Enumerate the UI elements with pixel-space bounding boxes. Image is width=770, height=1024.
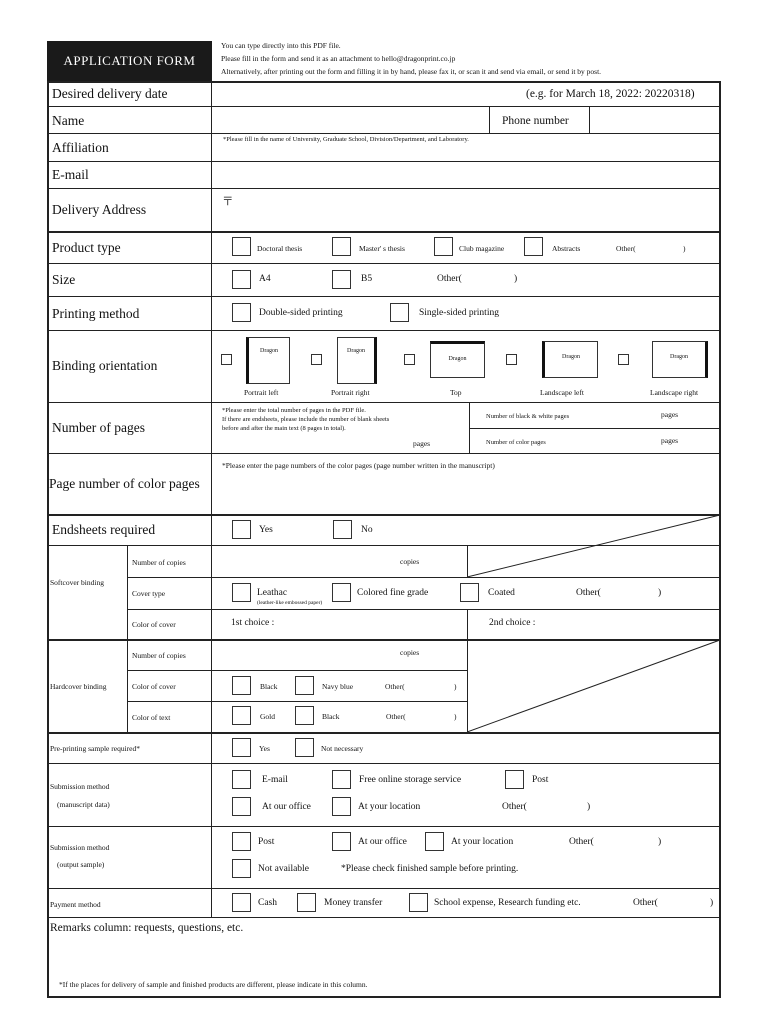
bw-pages-unit: pages: [661, 410, 679, 419]
softcover-label: Softcover binding: [50, 578, 104, 587]
a4-label: A4: [259, 274, 271, 284]
color-pages-label: Number of color pages: [486, 439, 546, 446]
address-field[interactable]: [213, 190, 718, 229]
product-type-label: Product type: [52, 240, 121, 255]
black-text-checkbox[interactable]: [295, 706, 314, 725]
printing-label: Printing method: [52, 306, 140, 321]
abstracts-label: Abstracts: [552, 244, 581, 253]
masters-label: Master' s thesis: [359, 244, 405, 253]
leathac-checkbox[interactable]: [232, 583, 251, 602]
top-checkbox[interactable]: [404, 354, 415, 365]
softcover-other-close: ): [658, 588, 662, 598]
diagonal-strike-hardcover: [467, 639, 721, 733]
manuscript-other-label: Other(: [502, 802, 527, 812]
second-choice-field[interactable]: [550, 612, 718, 636]
preprint-no-label: Not necessary: [321, 744, 364, 753]
portrait-left-label: Portrait left: [244, 388, 279, 397]
output-post-label: Post: [258, 837, 275, 847]
landscape-left-label: Landscape left: [540, 388, 584, 397]
size-other-close: ): [514, 274, 518, 284]
leathac-note: (leather-like embossed paper): [257, 600, 323, 606]
manuscript-other-close: ): [587, 802, 591, 812]
endsheets-yes-label: Yes: [259, 525, 273, 535]
doctoral-checkbox[interactable]: [232, 237, 251, 256]
output-other-label: Other(: [569, 837, 594, 847]
output-not-available-label: Not available: [258, 864, 309, 874]
portrait-right-illustration: Dragon: [337, 337, 377, 384]
text-other-label: Other(: [386, 712, 406, 721]
submission-output-sublabel: (output sample): [57, 860, 105, 869]
first-choice-field[interactable]: [290, 612, 460, 636]
address-label: Delivery Address: [52, 202, 147, 217]
preprint-yes-label: Yes: [259, 744, 270, 753]
bw-pages-label: Number of black & white pages: [486, 413, 570, 420]
top-illustration: Dragon: [430, 341, 485, 378]
portrait-left-checkbox[interactable]: [221, 354, 232, 365]
abstracts-checkbox[interactable]: [524, 237, 543, 256]
color-pages-unit: pages: [661, 436, 679, 445]
navy-cover-checkbox[interactable]: [295, 676, 314, 695]
pages-note-1: *Please enter the total number of pages in the PDF file.: [222, 407, 366, 414]
pages-unit: pages: [413, 439, 431, 448]
output-location-checkbox[interactable]: [425, 832, 444, 851]
phone-field[interactable]: [591, 108, 719, 131]
coated-label: Coated: [488, 588, 515, 598]
single-sided-checkbox[interactable]: [390, 303, 409, 322]
cover-other-close: ): [454, 682, 457, 691]
hardcover-text-color-label: Color of text: [132, 713, 171, 722]
softcover-color-label: Color of cover: [132, 620, 176, 629]
cash-checkbox[interactable]: [232, 893, 251, 912]
colored-fine-checkbox[interactable]: [332, 583, 351, 602]
payment-other-label: Other(: [633, 898, 658, 908]
remarks-note: *If the places for delivery of sample and finished products are different, please indicate in this column.: [59, 980, 368, 989]
black-text-label: Black: [322, 712, 340, 721]
output-office-checkbox[interactable]: [332, 832, 351, 851]
landscape-left-illustration: Dragon: [542, 341, 598, 378]
club-magazine-checkbox[interactable]: [434, 237, 453, 256]
output-not-available-checkbox[interactable]: [232, 859, 251, 878]
pages-label: Number of pages: [52, 420, 145, 435]
color-pages-field[interactable]: [606, 431, 658, 451]
total-pages-field[interactable]: [371, 432, 411, 450]
preprint-yes-checkbox[interactable]: [232, 738, 251, 757]
navy-cover-label: Navy blue: [322, 682, 354, 691]
cash-label: Cash: [258, 898, 277, 908]
hardcover-copies-field[interactable]: [213, 642, 398, 668]
portrait-right-checkbox[interactable]: [311, 354, 322, 365]
gold-text-label: Gold: [260, 712, 275, 721]
output-note: *Please check finished sample before printing.: [341, 864, 519, 874]
diagonal-strike-softcover: [467, 514, 721, 578]
hardcover-copies-label: Number of copies: [132, 651, 186, 660]
manuscript-location-label: At your location: [358, 802, 421, 812]
colored-fine-label: Colored fine grade: [357, 588, 429, 598]
masters-checkbox[interactable]: [332, 237, 351, 256]
a4-checkbox[interactable]: [232, 270, 251, 289]
single-sided-label: Single-sided printing: [419, 308, 499, 318]
text-other-close: ): [454, 712, 457, 721]
hardcover-cover-color-label: Color of cover: [132, 682, 176, 691]
endsheets-no-checkbox[interactable]: [333, 520, 352, 539]
first-choice-label: 1st choice :: [231, 618, 275, 628]
manuscript-post-label: Post: [532, 775, 549, 785]
affiliation-field[interactable]: [213, 145, 718, 159]
remarks-field[interactable]: [50, 940, 718, 972]
doctoral-label: Doctoral thesis: [257, 244, 303, 253]
softcover-cover-type-label: Cover type: [132, 589, 166, 598]
gold-text-checkbox[interactable]: [232, 706, 251, 725]
b5-label: B5: [361, 274, 373, 284]
phone-label: Phone number: [502, 115, 569, 127]
school-expense-label: School expense, Research funding etc.: [434, 898, 581, 908]
preprint-label: Pre-printing sample required*: [50, 744, 140, 753]
manuscript-email-label: E-mail: [262, 775, 288, 785]
instruction-line-2: Please fill in the form and send it as an attachment to hello@dragonprint.co.jp: [221, 54, 456, 63]
manuscript-email-checkbox[interactable]: [232, 770, 251, 789]
instruction-line-1: You can type directly into this PDF file.: [221, 41, 341, 50]
endsheets-no-label: No: [361, 525, 373, 535]
product-other-close: ): [683, 244, 686, 253]
submission-output-label: Submission method: [50, 843, 110, 852]
transfer-label: Money transfer: [324, 898, 383, 908]
softcover-copies-unit: copies: [400, 557, 420, 566]
school-expense-checkbox[interactable]: [409, 893, 428, 912]
double-sided-checkbox[interactable]: [232, 303, 251, 322]
pages-note-2: If there are endsheets, please include the number of blank sheets: [222, 416, 390, 423]
preprint-no-checkbox[interactable]: [295, 738, 314, 757]
payment-label: Payment method: [50, 900, 101, 909]
softcover-other-label: Other(: [576, 588, 601, 598]
output-office-label: At our office: [358, 837, 407, 847]
output-post-checkbox[interactable]: [232, 832, 251, 851]
name-label: Name: [52, 113, 85, 128]
landscape-left-checkbox[interactable]: [506, 354, 517, 365]
landscape-right-checkbox[interactable]: [618, 354, 629, 365]
remarks-label: Remarks column: requests, questions, etc.: [50, 922, 244, 934]
b5-checkbox[interactable]: [332, 270, 351, 289]
color-page-numbers-label: Page number of color pages: [49, 476, 200, 491]
black-cover-label: Black: [260, 682, 278, 691]
manuscript-office-label: At our office: [262, 802, 311, 812]
black-cover-checkbox[interactable]: [232, 676, 251, 695]
delivery-date-field[interactable]: [213, 84, 513, 104]
bw-pages-field[interactable]: [606, 405, 658, 425]
size-label: Size: [52, 272, 76, 287]
size-other-label: Other(: [437, 274, 462, 284]
hardcover-copies-unit: copies: [400, 648, 420, 657]
affiliation-label: Affiliation: [52, 140, 109, 155]
endsheets-label: Endsheets required: [52, 522, 156, 537]
double-sided-label: Double-sided printing: [259, 308, 343, 318]
delivery-date-label: Desired delivery date: [52, 86, 168, 101]
endsheets-yes-checkbox[interactable]: [232, 520, 251, 539]
hardcover-label: Hardcover binding: [50, 682, 107, 691]
email-field[interactable]: [213, 163, 718, 186]
landscape-right-label: Landscape right: [650, 388, 699, 397]
submission-manuscript-label: Submission method: [50, 782, 110, 791]
pages-note-3: before and after the main text (8 pages in total).: [222, 425, 346, 432]
postal-mark: 〒: [222, 196, 234, 208]
manuscript-post-checkbox[interactable]: [505, 770, 524, 789]
binding-label: Binding orientation: [52, 358, 158, 373]
transfer-checkbox[interactable]: [297, 893, 316, 912]
manuscript-location-checkbox[interactable]: [332, 797, 351, 816]
manuscript-storage-checkbox[interactable]: [332, 770, 351, 789]
leathac-label: Leathac: [257, 588, 288, 598]
affiliation-hint: *Please fill in the name of University, Graduate School, Division/Department, and Laboratory.: [223, 136, 469, 143]
manuscript-office-checkbox[interactable]: [232, 797, 251, 816]
color-page-numbers-hint: *Please enter the page numbers of the color pages (page number written in the manuscript): [222, 461, 495, 470]
second-choice-label: 2nd choice :: [489, 618, 536, 628]
top-label: Top: [450, 388, 462, 397]
club-magazine-label: Club magazine: [459, 244, 505, 253]
softcover-copies-label: Number of copies: [132, 558, 186, 567]
instruction-line-3: Alternatively, after printing out the form and filling it in by hand, please fax it, or scan it and send via email, or send it by post.: [221, 67, 602, 76]
output-other-close: ): [658, 837, 662, 847]
product-other-label: Other(: [616, 244, 636, 253]
portrait-left-illustration: Dragon: [246, 337, 290, 384]
delivery-date-hint: (e.g. for March 18, 2022: 20220318): [526, 88, 695, 100]
color-page-numbers-field[interactable]: [213, 473, 718, 511]
softcover-copies-field[interactable]: [213, 548, 398, 574]
payment-other-close: ): [710, 898, 714, 908]
name-field[interactable]: [213, 108, 487, 131]
portrait-right-label: Portrait right: [331, 388, 370, 397]
output-location-label: At your location: [451, 837, 514, 847]
manuscript-storage-label: Free online storage service: [359, 775, 462, 785]
coated-checkbox[interactable]: [460, 583, 479, 602]
landscape-right-illustration: Dragon: [652, 341, 708, 378]
submission-manuscript-sublabel: (manuscript data): [57, 800, 110, 809]
form-title: APPLICATION FORM: [47, 41, 212, 81]
cover-other-label: Other(: [385, 682, 405, 691]
email-label: E-mail: [52, 167, 89, 182]
